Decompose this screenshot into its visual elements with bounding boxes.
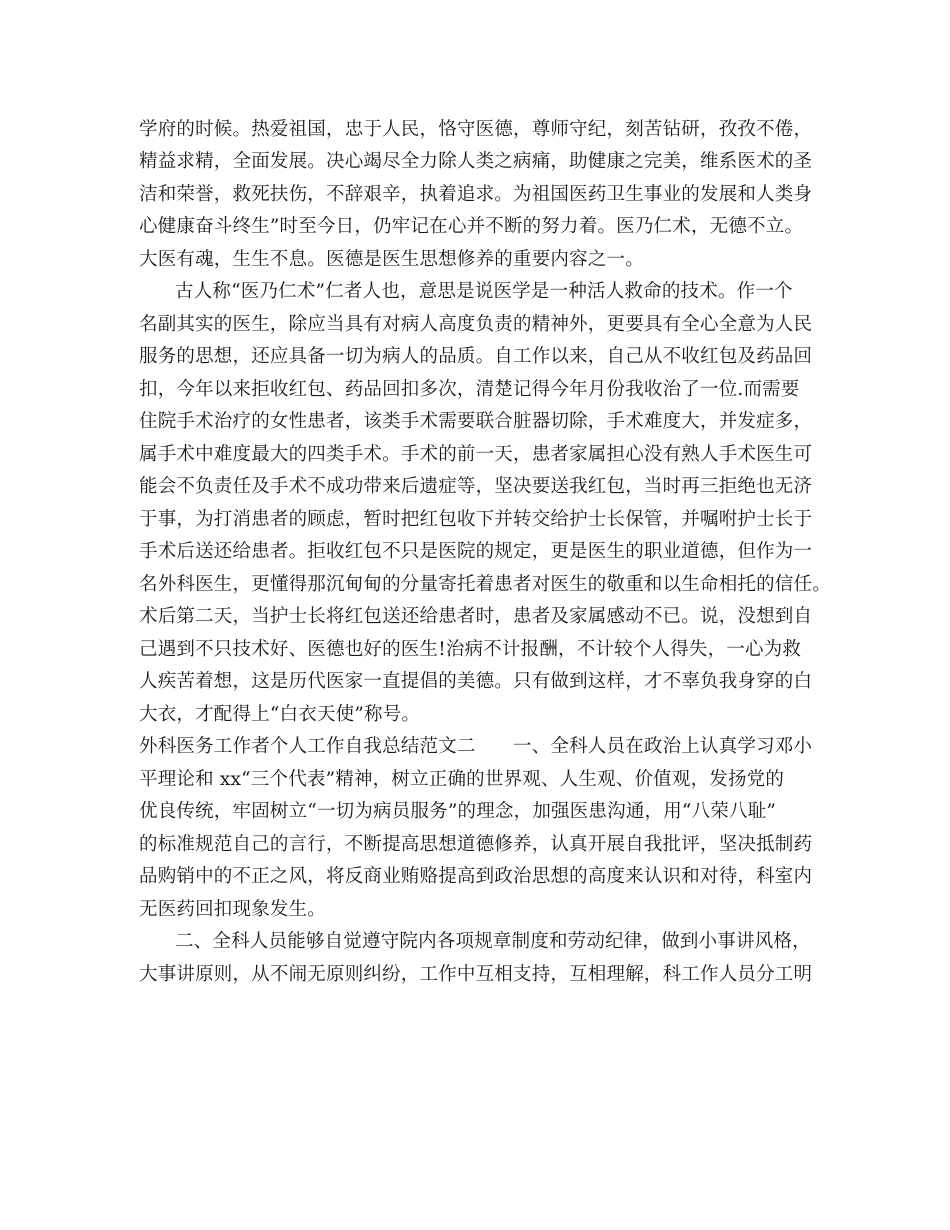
- text-line: 属手术中难度最大的四类手术。手术的前一天，患者家属担心没有熟人手术医生可: [139, 444, 813, 465]
- text-line: 无医药回扣现象发生。: [139, 899, 327, 920]
- text-line: 术后第二天，当护士长将红包送还给患者时，患者及家属感动不已。说，没想到自: [139, 606, 813, 627]
- text-line: 心健康奋斗终生”时至今日，仍牢记在心并不断的努力着。医乃仁术，无德不立。: [139, 216, 804, 237]
- text-line: 能会不负责任及手术不成功带来后遗症等，坚决要送我红包，当时再三拒绝也无济: [139, 476, 813, 497]
- text-line: 大事讲原则，从不闹无原则纠纷，工作中互相支持，互相理解，科工作人员分工明: [139, 964, 813, 985]
- text-line: 名外科医生，更懂得那沉甸甸的分量寄托着患者对医生的敬重和以生命相托的信任。: [139, 574, 831, 595]
- text-line: 名副其实的医生，除应当具有对病人高度负责的精神外，更要具有全心全意为人民: [139, 314, 813, 335]
- text-line: 精益求精，全面发展。决心竭尽全力除人类之病痛，助健康之完美，维系医术的圣: [139, 151, 813, 172]
- text-line: 洁和荣誉，救死扶伤，不辞艰辛，执着追求。为祖国医药卫生事业的发展和人类身: [139, 184, 813, 205]
- text-line: 的标准规范自己的言行，不断提高思想道德修养，认真开展自我批评，坚决抵制药: [139, 834, 813, 855]
- text-line: 古人称“医乃仁术”仁者人也，意思是说医学是一种活人救命的技术。作一个: [175, 281, 793, 302]
- text-line: 外科医务工作者个人工作自我总结范文二 一、全科人员在政治上认真学习邓小: [139, 736, 813, 757]
- text-line: 手术后送还给患者。拒收红包不只是医院的规定，更是医生的职业道德，但作为一: [139, 541, 813, 562]
- text-line: 平理论和 xx“三个代表”精神，树立正确的世界观、人生观、价值观，发扬党的: [139, 769, 785, 790]
- text-line: 二、全科人员能够自觉遵守院内各项规章制度和劳动纪律，做到小事讲风格，: [175, 931, 811, 952]
- text-line: 品购销中的不正之风，将反商业贿赂提高到政治思想的高度来认识和对待，科室内: [139, 866, 813, 887]
- text-line: 优良传统，牢固树立“一切为病员服务”的理念，加强医患沟通，用“八荣八耻”: [139, 801, 777, 822]
- text-line: 人疾苦着想，这是历代医家一直提倡的美德。只有做到这样，才不辜负我身穿的白: [139, 671, 813, 692]
- text-line: 于事，为打消患者的顾虑，暂时把红包收下并转交给护士长保管，并嘱咐护士长于: [139, 509, 813, 530]
- text-line: 服务的思想，还应具备一切为病人的品质。自工作以来，自己从不收红包及药品回: [139, 346, 813, 367]
- text-line: 学府的时候。热爱祖国，忠于人民，恪守医德，尊师守纪，刻苦钻研，孜孜不倦，: [139, 119, 813, 140]
- text-line: 大衣，才配得上“白衣天使”称号。: [139, 704, 421, 725]
- text-line: 己遇到不只技术好、医德也好的医生!治病不计报酬，不计较个人得失，一心为救: [139, 639, 802, 660]
- text-line: 扣，今年以来拒收红包、药品回扣多次，清楚记得今年月份我收治了一位.而需要: [139, 379, 800, 400]
- text-line: 大医有魂，生生不息。医德是医生思想修养的重要内容之一。: [139, 249, 644, 270]
- text-line: 住院手术治疗的女性患者，该类手术需要联合脏器切除，手术难度大，并发症多，: [139, 411, 813, 432]
